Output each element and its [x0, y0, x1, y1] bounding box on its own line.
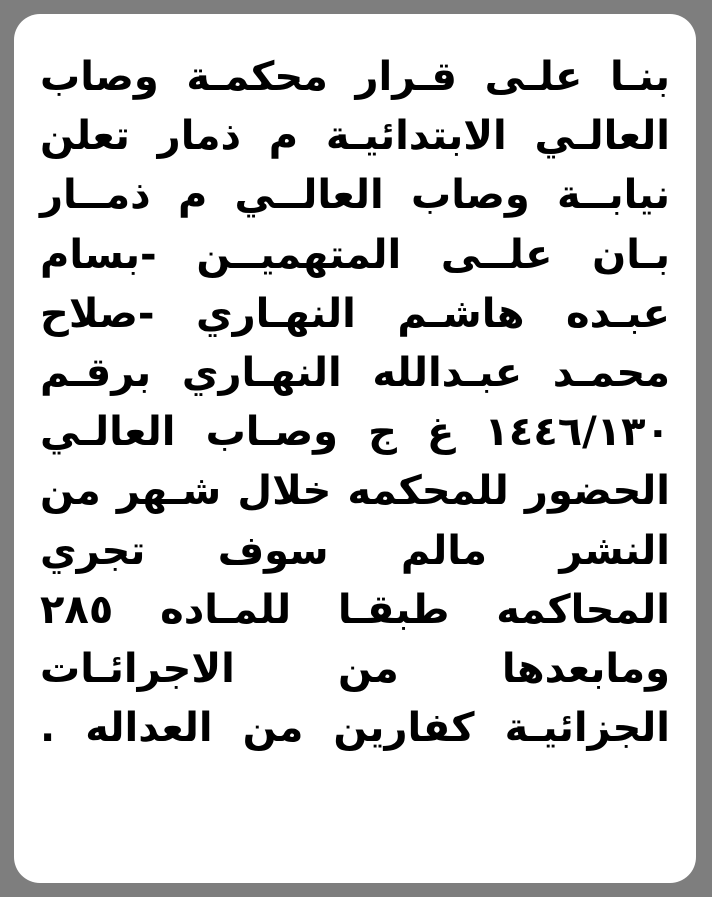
notice-body-text: بنـا علـى قـرار محكمـة وصاب العالـي الابتدائيـة م ذمار تعلن نيابــة وصاب العالــي م ذمــار بـان علــى المتهميــن -بسام عبـده هاشـم النهـاري -صلاح محمـد عبـدالله النهـاري برقـم ١٤٤٦/١٣٠ غ ج وصـاب العالـي الحضور للمحكمه خلال شـهر من النشر مالم سوف تجري المحاكمه طبقـا للمـاده ٢٨٥ ومابعدها من الاجرائـات الجزائيـة كفارين من العداله . — [24, 54, 670, 752]
notice-card — [14, 14, 696, 883]
